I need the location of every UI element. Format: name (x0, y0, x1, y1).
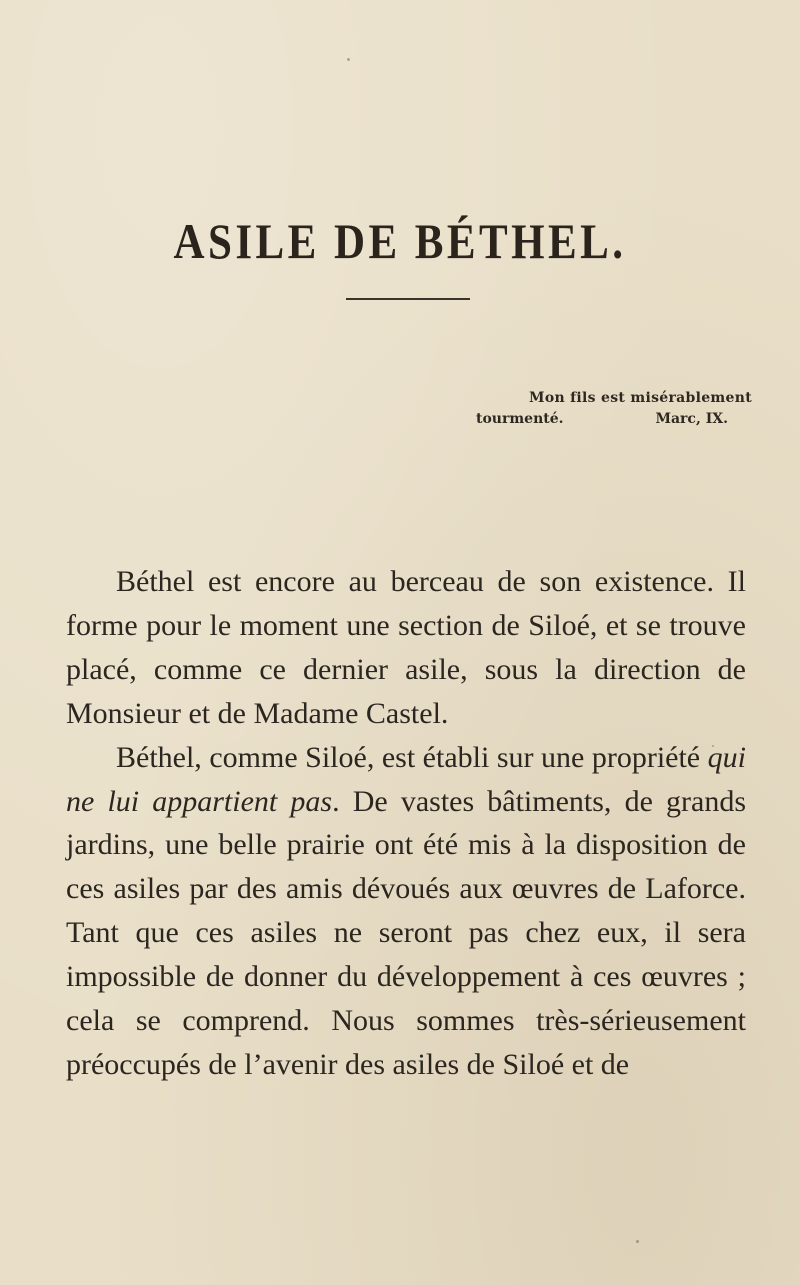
body-text (66, 560, 746, 1087)
chapter-title: ASILE DE BÉTHEL. (173, 213, 627, 269)
epigraph (470, 388, 760, 430)
title-rule (346, 298, 470, 300)
speck (712, 745, 714, 747)
epigraph-line-1: Mon fils est misérablement (529, 390, 752, 406)
epigraph-text-end: tourmenté. (476, 411, 564, 427)
paragraph-2 (66, 736, 746, 1087)
paragraph-1: Béthel est encore au berceau de son existence. Il forme pour le moment une section de Siloé, et se trouve placé, comme ce dernier asile, sous la direction de Monsieur et de Madame Castel. (66, 565, 746, 730)
epigraph-reference: Marc, IX. (655, 411, 728, 427)
paragraph-2-rest: . De vastes bâtiments, de grands jardins, une belle prairie ont été mis à la disposition de ces asiles par des amis dévoués aux œuvres de Laforce. Tant que ces asiles ne seront pas chez eux, il sera impossible de donner du développement à ces œuvres ; cela se comprend. Nous sommes très-sérieusement préoccupés de l’avenir des asiles de Siloé et de (66, 784, 746, 1081)
paragraph-2-start: Béthel, comme Siloé, est établi sur une propriété (116, 740, 708, 774)
epigraph-line-2 (470, 409, 760, 430)
speck (636, 1240, 639, 1243)
speck (347, 58, 350, 61)
paragraph-2-emphasis: qui ne lui appartient pas (66, 740, 746, 818)
